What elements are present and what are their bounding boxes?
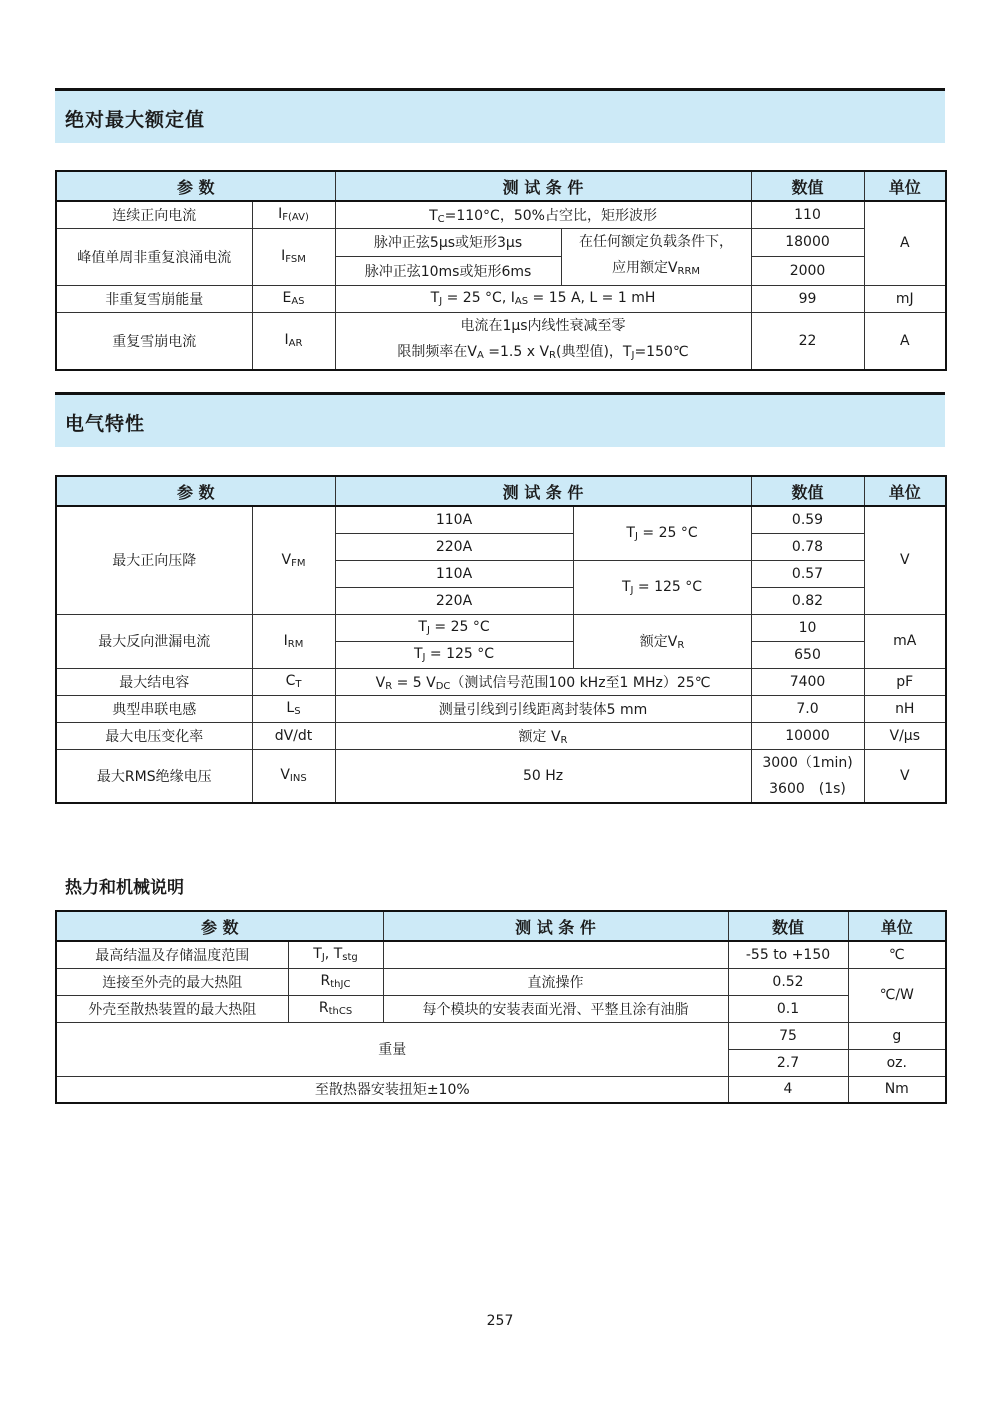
param-value: 10 [751,614,864,641]
param-symbol: $I_{AR}$ [252,312,335,370]
param-value: 0.1 [728,995,848,1022]
param-unit: oz. [848,1049,946,1076]
param-name: 至散热器安装扭矩±10% [56,1076,728,1103]
param-name: 典型串联电感 [56,695,252,722]
test-condition: 额定 $V_R$ [335,722,751,749]
test-condition: 直流操作 [383,968,728,995]
thermal-table [55,910,947,1104]
table-row [56,749,946,803]
param-symbol: $I_{F(AV)}$ [252,201,335,228]
param-name: 最大反向泄漏电流 [56,614,252,668]
param-name: 非重复雪崩能量 [56,285,252,312]
param-value: 4 [728,1076,848,1103]
param-unit: mJ [864,285,946,312]
header-unit: 单位 [848,911,946,941]
table-row [56,668,946,695]
abs-max-table [55,170,947,371]
test-condition: 220A [335,587,573,614]
section-title-thermal: 热力和机械说明 [65,878,184,898]
table-row [56,201,946,228]
test-condition: $T_J = 25$ °C [335,614,573,641]
table-row [56,941,946,968]
param-name: 连接至外壳的最大热阻 [56,968,288,995]
test-condition: $T_J = 125$ °C [573,560,751,614]
test-condition: $T_C=110^\circ C$，50%占空比，矩形波形 [335,201,751,228]
param-value: 2.7 [728,1049,848,1076]
param-unit: ℃/W [848,968,946,1022]
test-condition: 每个模块的安装表面光滑、平整且涂有油脂 [383,995,728,1022]
param-name: 最高结温及存储温度范围 [56,941,288,968]
param-value: 7.0 [751,695,864,722]
section-title: 绝对最大额定值 [65,109,206,131]
param-unit: pF [864,668,946,695]
test-condition [383,941,728,968]
table-row [56,722,946,749]
param-unit: nH [864,695,946,722]
param-name: 连续正向电流 [56,201,252,228]
param-value: 22 [751,312,864,370]
param-name: 最大结电容 [56,668,252,695]
table-row [56,285,946,312]
test-condition: 脉冲正弦10ms或矩形6ms [335,257,561,286]
electrical-table [55,475,947,804]
param-symbol: dV/dt [252,722,335,749]
test-condition: 电流在1μs内线性衰减至零 限制频率在$V_A =1.5$ x $V_R$(典型值)，$T_J=150℃$ [335,312,751,370]
header-cond: 测 试 条 件 [383,911,728,941]
test-condition: 测量引线到引线距离封装体5 mm [335,695,751,722]
param-name: 重复雪崩电流 [56,312,252,370]
header-param: 参 数 [56,171,335,201]
header-cond: 测 试 条 件 [335,171,751,201]
param-symbol: $V_{FM}$ [252,506,335,614]
param-value: 75 [728,1022,848,1049]
page-number: 257 [486,1313,514,1329]
param-name: 外壳至散热装置的最大热阻 [56,995,288,1022]
param-unit: A [864,201,946,285]
table-row [56,968,946,995]
param-name: 最大正向压降 [56,506,252,614]
table-row [56,228,946,257]
section-header-abs [55,88,945,143]
param-value: 18000 [751,228,864,257]
param-symbol: $I_{FSM}$ [252,228,335,285]
test-condition: $T_J = 25$ °C, $I_{AS} = 15$ A, L = 1 mH [335,285,751,312]
param-unit: g [848,1022,946,1049]
header-unit: 单位 [864,476,946,506]
test-condition: $T_J = 25$ °C [573,506,751,560]
test-condition: 50 Hz [335,749,751,803]
param-value: -55 to +150 [728,941,848,968]
param-symbol: $L_S$ [252,695,335,722]
header-value: 数值 [751,476,864,506]
table-row [56,695,946,722]
param-value: 0.78 [751,533,864,560]
param-unit: A [864,312,946,370]
table-row [56,1022,946,1049]
test-condition: 脉冲正弦5μs或矩形3μs [335,228,561,257]
param-unit: V [864,506,946,614]
param-name: 重量 [56,1022,728,1076]
param-symbol: $R_{thJC}$ [288,968,383,995]
test-condition: $V_R = 5$ $V_{DC}$（测试信号范围100 kHz至1 MHz）25℃ [335,668,751,695]
param-value: 10000 [751,722,864,749]
test-condition: 110A [335,506,573,533]
param-value: 2000 [751,257,864,286]
param-symbol: $I_{RM}$ [252,614,335,668]
test-condition: 110A [335,560,573,587]
table-row [56,312,946,370]
param-symbol: $R_{thCS}$ [288,995,383,1022]
table-row [56,614,946,641]
param-name: 最大RMS绝缘电压 [56,749,252,803]
param-unit: V [864,749,946,803]
param-value: 3000（1min) 3600 (1s) [751,749,864,803]
param-value: 99 [751,285,864,312]
header-unit: 单位 [864,171,946,201]
param-symbol: $E_{AS}$ [252,285,335,312]
section-title: 电气特性 [65,413,146,435]
header-value: 数值 [728,911,848,941]
param-value: 0.82 [751,587,864,614]
test-condition: 在任何额定负载条件下， 应用额定$V_{RRM}$ [561,228,751,285]
table-row [56,1076,946,1103]
param-unit: mA [864,614,946,668]
header-param: 参 数 [56,476,335,506]
param-value: 0.59 [751,506,864,533]
param-unit: V/μs [864,722,946,749]
param-name: 峰值单周非重复浪涌电流 [56,228,252,285]
table-row [56,995,946,1022]
header-cond: 测 试 条 件 [335,476,751,506]
param-symbol: $T_J$, $T_{stg}$ [288,941,383,968]
param-name: 最大电压变化率 [56,722,252,749]
header-value: 数值 [751,171,864,201]
param-symbol: $V_{INS}$ [252,749,335,803]
test-condition: 220A [335,533,573,560]
param-value: 110 [751,201,864,228]
param-value: 0.57 [751,560,864,587]
param-value: 7400 [751,668,864,695]
param-unit: Nm [848,1076,946,1103]
param-value: 650 [751,641,864,668]
param-unit: ℃ [848,941,946,968]
param-symbol: $C_T$ [252,668,335,695]
section-header-elec [55,392,945,447]
param-value: 0.52 [728,968,848,995]
test-condition: 额定$V_R$ [573,614,751,668]
table-row [56,506,946,533]
test-condition: $T_J = 125$ °C [335,641,573,668]
header-param: 参 数 [56,911,383,941]
